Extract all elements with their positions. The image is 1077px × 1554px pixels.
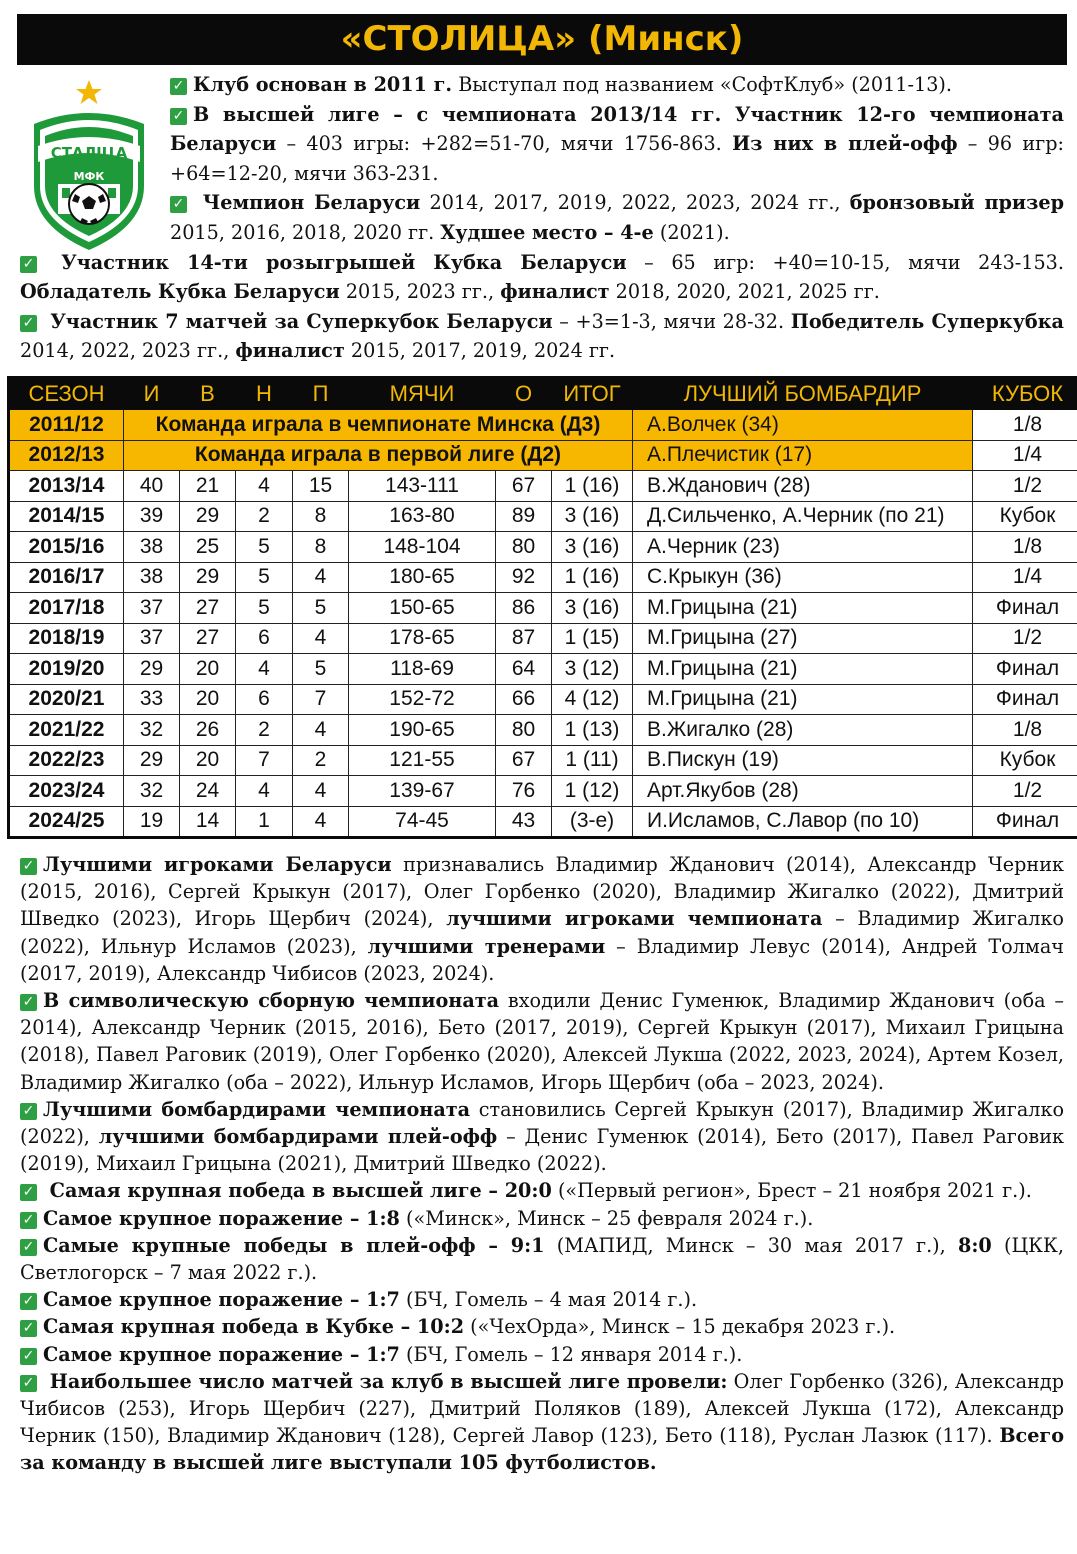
bold-text: Самая крупная победа в высшей лиге – 20:0 (43, 1179, 552, 1203)
table-cell: М.Грицына (27) (633, 623, 973, 654)
check-icon: ✓ (20, 315, 37, 332)
table-row (9, 532, 1077, 563)
table-cell: 5 (236, 562, 293, 593)
table-cell: 33 (124, 684, 180, 715)
table-cell: 1 (12) (552, 776, 633, 807)
table-row (9, 562, 1077, 593)
table-cell: 19 (124, 806, 180, 838)
table-cell: Финал (973, 593, 1077, 624)
page-title: «СТОЛИЦА» (Минск) (17, 14, 1067, 65)
table-cell: 2016/17 (9, 562, 124, 593)
table-cell: 1 (16) (552, 471, 633, 502)
table-cell: 89 (496, 501, 552, 532)
bold-text: Самое крупное поражение – 1:7 (43, 1342, 400, 1366)
text: (МАПИД, Минск – 30 мая 2017 г.), (544, 1233, 958, 1257)
logo-subtext: МФК (73, 170, 105, 183)
table-cell: 29 (124, 654, 180, 685)
facts-section (20, 851, 1064, 1477)
table-cell: Д.Сильченко, А.Черник (по 21) (633, 501, 973, 532)
table-cell: 3 (16) (552, 532, 633, 563)
check-icon: ✓ (20, 1212, 37, 1229)
check-icon: ✓ (20, 1375, 37, 1392)
column-header: КУБОК (973, 378, 1077, 410)
table-cell: 38 (124, 562, 180, 593)
table-cell: 24 (180, 776, 236, 807)
text: – Денис Гуменюк (2014), Бето (2017), Павел Раговик (2019), Михаил Грицына (2021), Дмитрий Шведко (2022). (20, 1125, 1064, 1176)
table-row (9, 440, 1077, 471)
table-cell: 80 (496, 715, 552, 746)
column-header: СЕЗОН (9, 378, 124, 410)
text: – Владимир Жигалко (2022), Ильнур Исламов (2023), (20, 907, 1064, 958)
table-cell: Команда играла в чемпионате Минска (Д3) (124, 410, 633, 441)
table-row (9, 715, 1077, 746)
fact-paragraph (20, 1232, 1064, 1286)
text: («ЧехОрда», Минск – 15 декабря 2023 г.). (464, 1315, 896, 1339)
check-icon: ✓ (170, 78, 187, 95)
bold-text: лучшими бомбардирами плей-офф (98, 1125, 498, 1149)
table-cell: 143-111 (349, 471, 496, 502)
bold-text: В высшей лиге – с чемпионата 2013/14 гг. Участник 12-го чемпионата Беларуси (170, 102, 1064, 156)
table-cell: 2 (236, 501, 293, 532)
table-cell: 27 (180, 593, 236, 624)
table-cell: 74-45 (349, 806, 496, 838)
text: 2014, 2017, 2019, 2022, 2023, 2024 гг., (420, 191, 850, 215)
table-cell: 29 (180, 562, 236, 593)
table-cell: 2020/21 (9, 684, 124, 715)
bold-text: Самое крупное поражение – 1:7 (43, 1288, 400, 1312)
column-header: И (124, 378, 180, 410)
check-icon: ✓ (20, 994, 37, 1011)
table-cell: Финал (973, 654, 1077, 685)
table-cell: 20 (180, 654, 236, 685)
text: признавались Владимир Жданович (2014), Александр Черник (2015, 2016), Сергей Крыкун (2017), Олег Горбенко (2020), Владимир Жигалко (2022), Дмитрий Шведко (2023), Игорь Щербич (2024), (20, 853, 1064, 931)
table-cell: 163-80 (349, 501, 496, 532)
text: («Первый регион», Брест – 21 ноября 2021 г.). (551, 1179, 1032, 1203)
bold-text: Самые крупные победы в плей-офф – 9:1 (43, 1233, 545, 1257)
check-icon: ✓ (20, 1103, 37, 1120)
check-icon: ✓ (20, 256, 37, 273)
table-cell: 80 (496, 532, 552, 563)
text: 2018, 2020, 2021, 2025 гг. (609, 280, 880, 304)
table-cell: 3 (16) (552, 501, 633, 532)
table-cell: 180-65 (349, 562, 496, 593)
check-icon: ✓ (20, 1320, 37, 1337)
table-cell: 4 (293, 776, 349, 807)
column-header: МЯЧИ (349, 378, 496, 410)
text: – Владимир Левус (2014), Андрей Толмач (2017, 2019), Александр Чибисов (2023, 2024). (20, 934, 1064, 985)
bold-text: лучшими тренерами (367, 934, 606, 958)
column-header: В (180, 378, 236, 410)
table-cell: 1/2 (973, 471, 1077, 502)
check-icon: ✓ (170, 196, 187, 213)
logo-text: СТАЛІЦА (50, 144, 128, 162)
table-cell: 7 (293, 684, 349, 715)
table-header-row (9, 378, 1077, 410)
bold-text: 8:0 (957, 1233, 992, 1257)
text: 2015, 2017, 2019, 2024 гг. (344, 339, 616, 363)
column-header: Н (236, 378, 293, 410)
table-cell: 2023/24 (9, 776, 124, 807)
text: – 65 игр: +40=10-15, мячи 243-153. (626, 250, 1064, 274)
table-cell: 1/8 (973, 410, 1077, 441)
table-cell: 1/8 (973, 532, 1077, 563)
intro-paragraph (20, 248, 1064, 307)
table-cell: 121-55 (349, 745, 496, 776)
table-row (9, 745, 1077, 776)
table-cell: Кубок (973, 501, 1077, 532)
column-header: П (293, 378, 349, 410)
bold-text: Из них в плей-офф (732, 132, 958, 156)
table-cell: В.Жданович (28) (633, 471, 973, 502)
table-cell: 8 (293, 532, 349, 563)
table-cell: 25 (180, 532, 236, 563)
bold-text: лучшими игроками чемпионата (446, 907, 823, 931)
table-cell: 27 (180, 623, 236, 654)
bold-text: Лучшими игроками Беларуси (43, 853, 392, 876)
fact-paragraph (20, 1205, 1064, 1232)
column-header: ИТОГ (552, 378, 633, 410)
table-cell: 4 (293, 806, 349, 838)
season-stats-table (7, 376, 1077, 839)
table-cell: 1 (13) (552, 715, 633, 746)
table-cell: 118-69 (349, 654, 496, 685)
table-cell: 2015/16 (9, 532, 124, 563)
bold-text: Самая крупная победа в Кубке – 10:2 (43, 1315, 465, 1339)
table-cell: М.Грицына (21) (633, 654, 973, 685)
table-cell: 26 (180, 715, 236, 746)
table-cell: 2012/13 (9, 440, 124, 471)
table-cell: 4 (293, 715, 349, 746)
table-cell: 2017/18 (9, 593, 124, 624)
table-cell: 21 (180, 471, 236, 502)
table-cell: (3-е) (552, 806, 633, 838)
table-cell: Кубок (973, 745, 1077, 776)
table-cell: 40 (124, 471, 180, 502)
bold-text: бронзовый призер (849, 191, 1064, 215)
check-icon: ✓ (20, 1293, 37, 1310)
table-cell: 32 (124, 776, 180, 807)
text: 2015, 2016, 2018, 2020 гг. (170, 220, 441, 244)
table-cell: Финал (973, 684, 1077, 715)
bold-text: Чемпион Беларуси (193, 191, 421, 215)
table-cell: 67 (496, 471, 552, 502)
table-row (9, 684, 1077, 715)
check-icon: ✓ (20, 1348, 37, 1365)
bold-text: Участник 7 матчей за Суперкубок Беларуси (43, 309, 553, 333)
table-cell: В.Жигалко (28) (633, 715, 973, 746)
intro-paragraph (20, 100, 1064, 189)
table-cell: 8 (293, 501, 349, 532)
table-row (9, 471, 1077, 502)
table-cell: А.Плечистик (17) (633, 440, 973, 471)
table-cell: 4 (236, 654, 293, 685)
bold-text: Клуб основан в 2011 г. (193, 73, 453, 96)
table-row (9, 501, 1077, 532)
check-icon: ✓ (20, 1184, 37, 1201)
table-cell: 1 (11) (552, 745, 633, 776)
bold-text: Лучшими бомбардирами чемпионата (43, 1097, 471, 1121)
table-cell: 92 (496, 562, 552, 593)
text: 2015, 2023 гг., (339, 280, 501, 304)
table-cell: 1 (236, 806, 293, 838)
table-row (9, 654, 1077, 685)
table-cell: 64 (496, 654, 552, 685)
table-cell: 20 (180, 684, 236, 715)
table-cell: 37 (124, 593, 180, 624)
check-icon: ✓ (20, 858, 37, 875)
fact-paragraph (20, 987, 1064, 1096)
table-cell: С.Крыкун (36) (633, 562, 973, 593)
table-cell: 5 (236, 532, 293, 563)
table-cell: В.Пискун (19) (633, 745, 973, 776)
table-cell: 1/2 (973, 776, 1077, 807)
fact-paragraph (20, 851, 1064, 987)
bold-text: Победитель Суперкубка (790, 309, 1064, 333)
table-row (9, 623, 1077, 654)
table-cell: 43 (496, 806, 552, 838)
table-cell: 3 (16) (552, 593, 633, 624)
table-row (9, 776, 1077, 807)
intro-paragraph (20, 70, 1064, 100)
table-cell: 87 (496, 623, 552, 654)
text: Олег Горбенко (326), Александр Чибисов (253), Игорь Щербич (227), Дмитрий Поляков (189), Алексей Лукша (172), Александр Черник (150), Владимир Жданович (128), Сергей Лавор (123), Бето (118), Руслан Лазюк (117). (20, 1369, 1064, 1448)
table-cell: 1 (16) (552, 562, 633, 593)
table-cell: 2 (293, 745, 349, 776)
text: – 403 игры: +282=51-70, мячи 1756-863. (276, 132, 733, 156)
column-header: ЛУЧШИЙ БОМБАРДИР (633, 378, 973, 410)
table-cell: 4 (236, 471, 293, 502)
table-cell: 4 (12) (552, 684, 633, 715)
table-cell: 66 (496, 684, 552, 715)
table-cell: 178-65 (349, 623, 496, 654)
bold-text: Самое крупное поражение – 1:8 (43, 1206, 400, 1230)
text: (БЧ, Гомель – 12 января 2014 г.). (399, 1342, 743, 1366)
table-cell: 38 (124, 532, 180, 563)
table-cell: 76 (496, 776, 552, 807)
table-row (9, 593, 1077, 624)
table-cell: М.Грицына (21) (633, 684, 973, 715)
table-cell: А.Волчек (34) (633, 410, 973, 441)
bold-text: Всего за команду в высшей лиге выступали 105 футболистов. (20, 1424, 1064, 1475)
text: (БЧ, Гомель – 4 мая 2014 г.). (399, 1288, 698, 1312)
table-cell: 2014/15 (9, 501, 124, 532)
table-cell: 152-72 (349, 684, 496, 715)
table-cell: 37 (124, 623, 180, 654)
table-cell: 148-104 (349, 532, 496, 563)
fact-paragraph (20, 1177, 1064, 1204)
table-cell: 190-65 (349, 715, 496, 746)
table-cell: А.Черник (23) (633, 532, 973, 563)
bold-text: Худшее место – 4-е (440, 220, 654, 244)
table-cell: 4 (236, 776, 293, 807)
bold-text: финалист (500, 280, 610, 304)
table-cell: 6 (236, 623, 293, 654)
table-cell: 5 (293, 593, 349, 624)
table-cell: 1/4 (973, 562, 1077, 593)
table-cell: 7 (236, 745, 293, 776)
table-cell: 2019/20 (9, 654, 124, 685)
table-cell: 29 (180, 501, 236, 532)
table-cell: 2011/12 (9, 410, 124, 441)
fact-paragraph (20, 1368, 1064, 1477)
text: – +3=1-3, мячи 28-32. (552, 309, 791, 333)
table-cell: Финал (973, 806, 1077, 838)
table-row (9, 410, 1077, 441)
table-cell: 5 (236, 593, 293, 624)
table-cell: 67 (496, 745, 552, 776)
text: Выступал под названием «СофтКлуб» (2011-13). (452, 73, 952, 96)
bold-text: Обладатель Кубка Беларуси (20, 280, 340, 304)
table-cell: 32 (124, 715, 180, 746)
table-cell: Команда играла в первой лиге (Д2) (124, 440, 633, 471)
table-cell: 1/4 (973, 440, 1077, 471)
intro-paragraph (20, 307, 1064, 366)
table-row (9, 806, 1077, 838)
table-cell: 4 (293, 562, 349, 593)
text: 2014, 2022, 2023 гг., (20, 339, 236, 363)
fact-paragraph (20, 1286, 1064, 1313)
table-cell: 2021/22 (9, 715, 124, 746)
table-cell: 150-65 (349, 593, 496, 624)
table-cell: 2018/19 (9, 623, 124, 654)
intro-section (20, 70, 1064, 366)
text: (2021). (653, 220, 730, 244)
fact-paragraph (20, 1096, 1064, 1178)
table-cell: 15 (293, 471, 349, 502)
text: («Минск», Минск – 25 февраля 2024 г.). (399, 1206, 814, 1230)
table-cell: 3 (12) (552, 654, 633, 685)
table-cell: 2022/23 (9, 745, 124, 776)
table-cell: 5 (293, 654, 349, 685)
text: становились Сергей Крыкун (2017), Владимир Жигалко (2022), (20, 1097, 1065, 1149)
table-cell: Арт.Якубов (28) (633, 776, 973, 807)
table-cell: 4 (293, 623, 349, 654)
intro-paragraph (20, 188, 1064, 247)
table-cell: 2024/25 (9, 806, 124, 838)
check-icon: ✓ (20, 1239, 37, 1256)
column-header: О (496, 378, 552, 410)
fact-paragraph (20, 1313, 1064, 1340)
table-cell: 1 (15) (552, 623, 633, 654)
table-cell: 86 (496, 593, 552, 624)
text: (ЦКК, Светлогорск – 7 мая 2022 г.). (20, 1233, 1064, 1285)
bold-text: Участник 14-ти розыгрышей Кубка Беларуси (43, 250, 627, 274)
table-cell: М.Грицына (21) (633, 593, 973, 624)
table-cell: 139-67 (349, 776, 496, 807)
table-cell: И.Исламов, С.Лавор (по 10) (633, 806, 973, 838)
table-cell: 20 (180, 745, 236, 776)
check-icon: ✓ (170, 108, 187, 125)
bold-text: финалист (235, 339, 345, 363)
text: – 96 игр: +64=12-20, мячи 363-231. (170, 132, 1064, 185)
bold-text: В символическую сборную чемпионата (43, 989, 500, 1013)
table-cell: 39 (124, 501, 180, 532)
table-cell: 2013/14 (9, 471, 124, 502)
table-cell: 1/2 (973, 623, 1077, 654)
table-cell: 2 (236, 715, 293, 746)
table-cell: 29 (124, 745, 180, 776)
table-cell: 1/8 (973, 715, 1077, 746)
text: входили Денис Гуменюк, Владимир Жданович (оба – 2014), Александр Черник (2015, 2016), Бето (2017, 2019), Сергей Крыкун (2017), Михаил Грицына (2018), Павел Раговик (2019), Олег Горбенко (2020), Алексей Лукша (2022, 2023, 2024), Артем Козел, Владимир Жигалко (оба – 2022), Ильнур Исламов, Игорь Щербич (оба – 2023, 2024). (20, 989, 1065, 1094)
bold-text: Наибольшее число матчей за клуб в высшей лиге провели: (43, 1369, 728, 1393)
fact-paragraph (20, 1341, 1064, 1368)
table-cell: 6 (236, 684, 293, 715)
table-cell: 14 (180, 806, 236, 838)
